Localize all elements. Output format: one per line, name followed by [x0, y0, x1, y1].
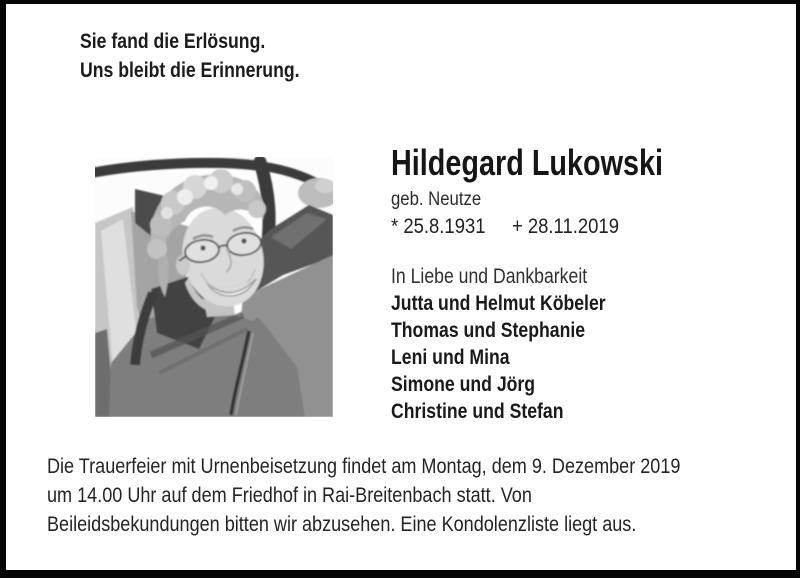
funeral-details-line-1: Die Trauerfeier mit Urnenbeisetzung findet am Montag, dem 9. Dezember 2019: [47, 455, 681, 478]
epigraph: [80, 27, 300, 85]
epigraph-line-1: Sie fand die Erlösung.: [80, 30, 266, 53]
maiden-name: geb. Neutze: [391, 189, 482, 210]
funeral-details-line-3: Beileidsbekundungen bitten wir abzusehen. Eine Kondolenzliste liegt aus.: [47, 513, 637, 536]
death-date: + 28.11.2019: [511, 215, 620, 238]
portrait-photo-illustration: [95, 157, 333, 417]
funeral-details-line-2: um 14.00 Uhr auf dem Friedhof in Rai-Breitenbach statt. Von: [47, 484, 532, 507]
deceased-name: Hildegard Lukowski: [391, 142, 664, 183]
life-dates: [391, 214, 619, 240]
mourner-name: Thomas und Stephanie: [391, 319, 586, 342]
mourner-name: Leni und Mina: [391, 346, 510, 369]
mourners-block: [391, 263, 606, 425]
mourner-name: Christine und Stefan: [391, 400, 564, 423]
epigraph-line-2: Uns bleibt die Erinnerung.: [80, 59, 300, 82]
birth-date: * 25.8.1931: [391, 215, 486, 238]
portrait-photo: [95, 157, 333, 417]
mourners-intro: In Liebe und Dankbarkeit: [391, 265, 588, 288]
mourner-name: Jutta und Helmut Köbeler: [391, 292, 606, 315]
mourner-name: Simone und Jörg: [391, 373, 536, 396]
funeral-details: [47, 452, 680, 539]
